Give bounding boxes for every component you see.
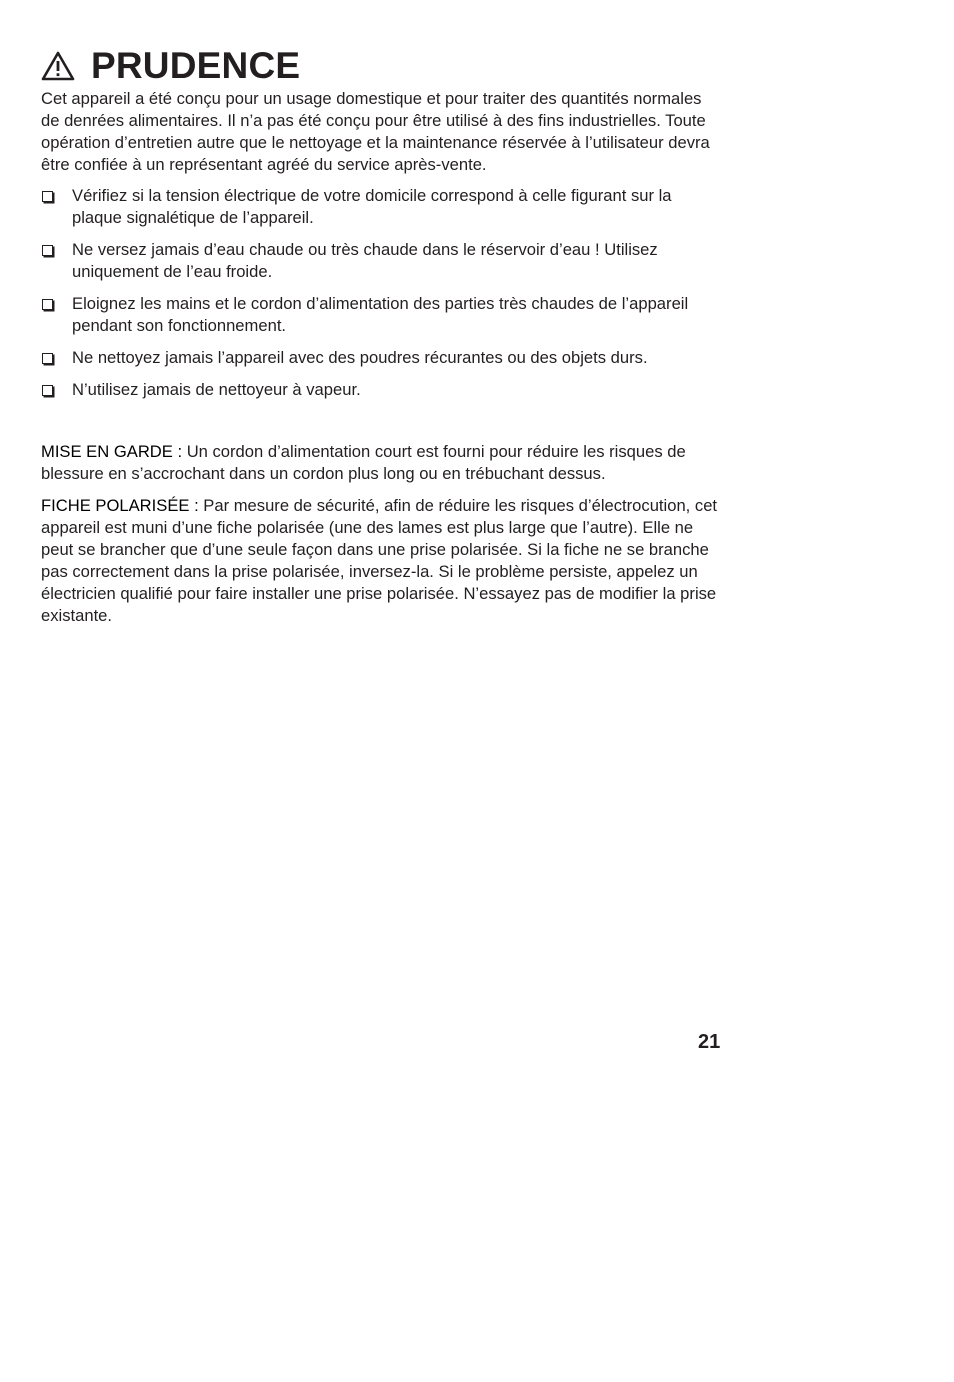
- document-page: [41, 44, 721, 627]
- checklist-item: [41, 239, 721, 283]
- safety-checklist: [41, 185, 721, 401]
- notice-text: Un cordon d’alimentation court est fourni pour réduire les risques de blessure en s’accrochant dans un cordon plus long ou en trébuchant dessus.: [41, 442, 686, 483]
- section-heading: [41, 44, 721, 88]
- notice-lead: MISE EN GARDE :: [41, 442, 183, 461]
- notice-text: Par mesure de sécurité, afin de réduire les risques d’électrocution, cet appareil est muni d’une fiche polarisée (une des lames est plus large que l’autre). Elle ne peut se brancher que d’une seule façon dans une prise polarisée. Si la fiche ne se branche pas correctement dans la prise polarisée, inversez-la. Si le problème persiste, appelez un électricien qualifié pour faire installer une prise polarisée. N’essayez pas de modifier la prise existante.: [41, 496, 718, 625]
- notice-lead: FICHE POLARISÉE :: [41, 496, 199, 515]
- checklist-item-text: Ne nettoyez jamais l’appareil avec des poudres récurantes ou des objets durs.: [72, 348, 648, 367]
- checklist-item-text: Vérifiez si la tension électrique de votre domicile correspond à celle figurant sur la plaque signalétique de l’appareil.: [72, 186, 672, 227]
- checklist-item: [41, 347, 721, 369]
- checkbox-bullet-icon: [42, 245, 53, 256]
- checklist-item: [41, 379, 721, 401]
- mise-en-garde-notice: [41, 441, 721, 485]
- intro-paragraph: Cet appareil a été conçu pour un usage domestique et pour traiter des quantités normales de denrées alimentaires. Il n’a pas été conçu pour être utilisé à des fins industrielles. Toute opération d’entretien autre que le nettoyage et la maintenance réservée à l’utilisateur devra être confiée à un représentant agréé du service après-vente.: [41, 89, 710, 174]
- checkbox-bullet-icon: [42, 385, 53, 396]
- page-number: 21: [698, 1031, 721, 1053]
- checklist-item-text: N’utilisez jamais de nettoyeur à vapeur.: [72, 380, 361, 399]
- checklist-item-text: Ne versez jamais d’eau chaude ou très chaude dans le réservoir d’eau ! Utilisez uniquement de l’eau froide.: [72, 240, 658, 281]
- fiche-polarisee-notice: [41, 495, 721, 627]
- checkbox-bullet-icon: [42, 299, 53, 310]
- checkbox-bullet-icon: [42, 353, 53, 364]
- checklist-item: [41, 293, 721, 337]
- checklist-item-text: Eloignez les mains et le cordon d’alimentation des parties très chaudes de l’appareil pendant son fonctionnement.: [72, 294, 689, 335]
- checkbox-bullet-icon: [42, 191, 53, 202]
- checklist-item: [41, 185, 721, 229]
- page-title: PRUDENCE: [91, 45, 301, 86]
- warning-triangle-icon: [41, 51, 75, 81]
